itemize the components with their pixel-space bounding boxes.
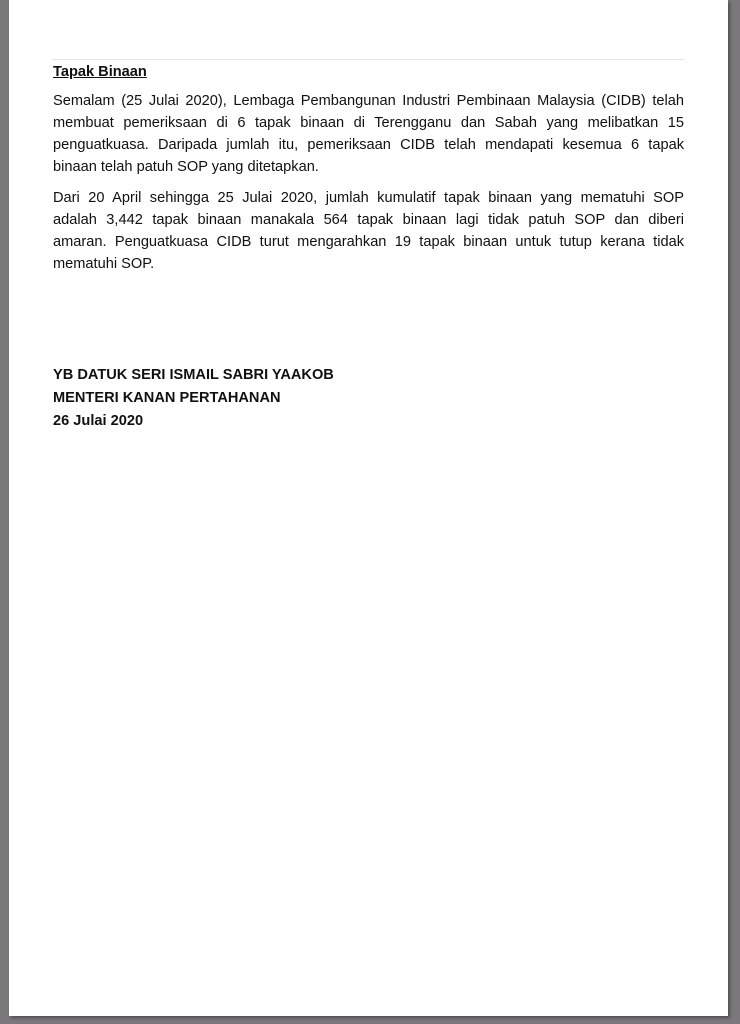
section-heading: Tapak Binaan xyxy=(53,64,147,80)
document-body xyxy=(53,62,684,284)
signature-date: 26 Julai 2020 xyxy=(53,413,144,429)
text-line: amaran. Penguatkuasa CIDB turut mengarahkan 19 tapak binaan untuk tutup kerana tidak xyxy=(53,234,684,250)
text-line: mematuhi SOP. xyxy=(53,256,155,272)
paragraph-2 xyxy=(53,187,684,275)
document-page xyxy=(9,0,728,1016)
text-line: binaan telah patuh SOP yang ditetapkan. xyxy=(53,159,319,175)
text-line: Dari 20 April sehingga 25 Julai 2020, jumlah kumulatif tapak binaan yang mematuhi SOP xyxy=(53,190,684,206)
signature-block xyxy=(53,364,334,433)
signatory-name: YB DATUK SERI ISMAIL SABRI YAAKOB xyxy=(53,367,334,383)
text-line: Semalam (25 Julai 2020), Lembaga Pembangunan Industri Pembinaan Malaysia (CIDB) telah xyxy=(53,93,684,109)
paragraph-1 xyxy=(53,90,684,178)
signatory-title: MENTERI KANAN PERTAHANAN xyxy=(53,390,281,406)
page-divider xyxy=(52,59,685,60)
text-line: membuat pemeriksaan di 6 tapak binaan di Terengganu dan Sabah yang melibatkan 15 xyxy=(53,115,684,131)
text-line: penguatkuasa. Daripada jumlah itu, pemeriksaan CIDB telah mendapati kesemua 6 tapak xyxy=(53,137,684,153)
text-line: adalah 3,442 tapak binaan manakala 564 tapak binaan lagi tidak patuh SOP dan diberi xyxy=(53,212,684,228)
